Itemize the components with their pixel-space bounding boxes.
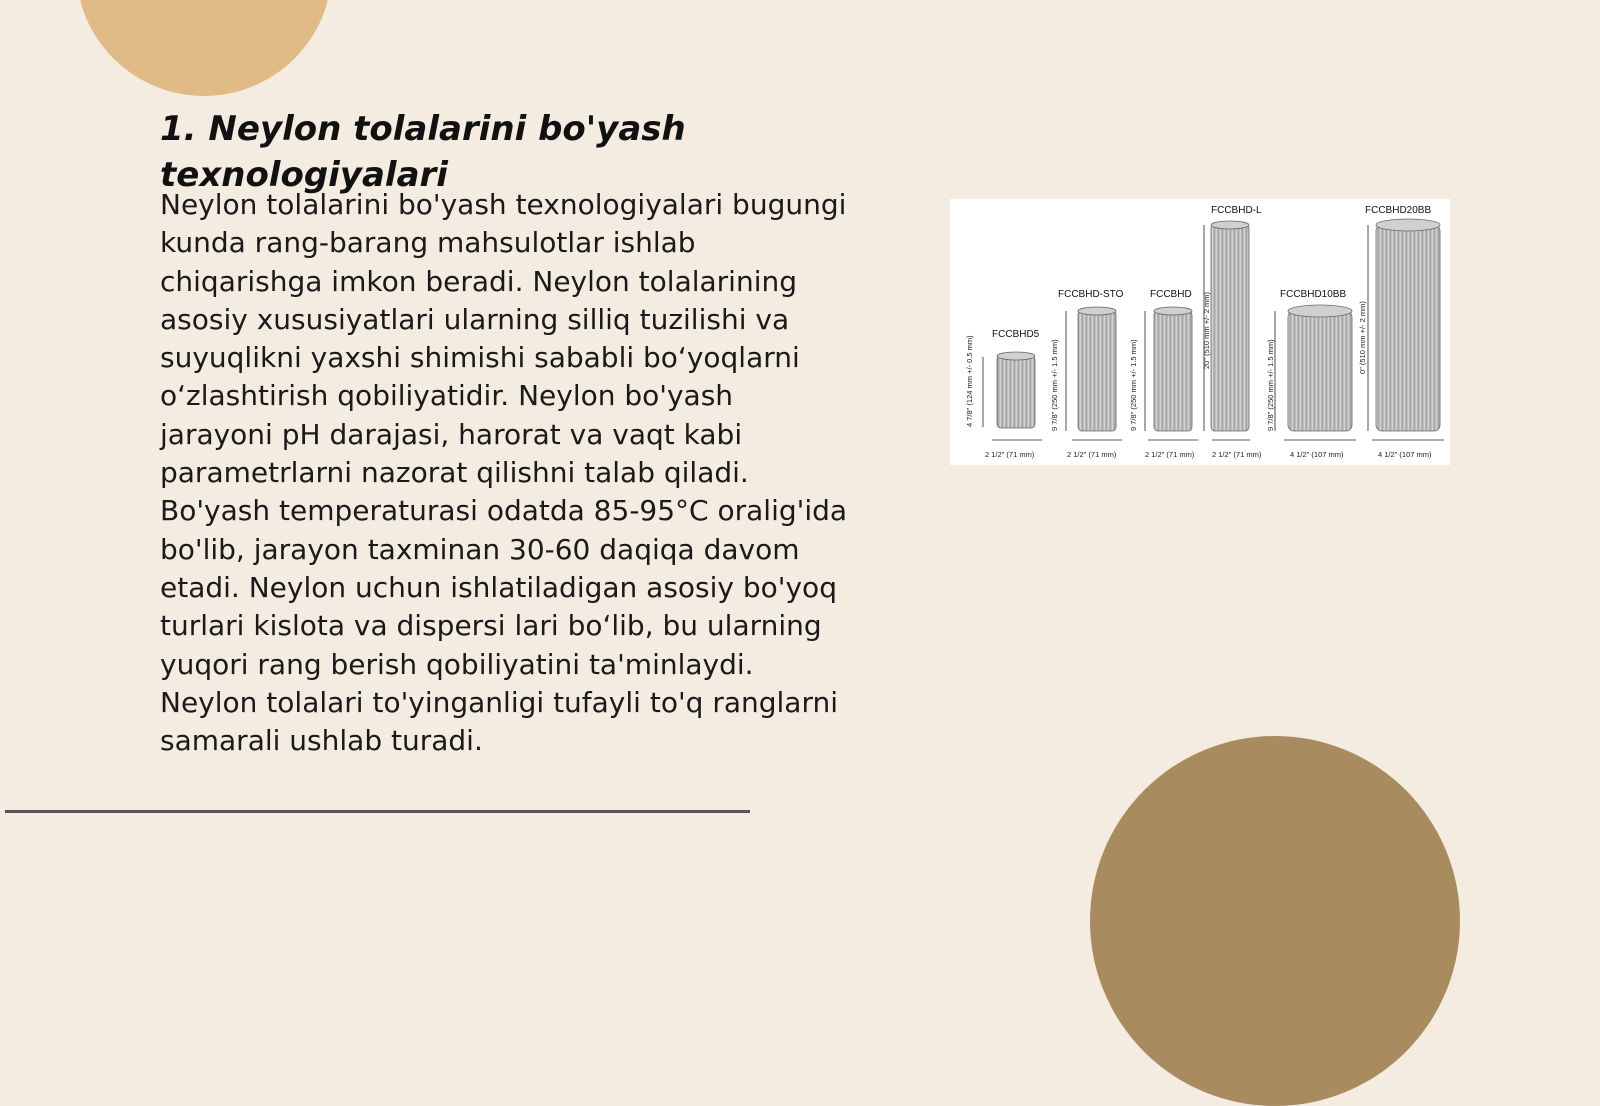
cartridge-fccbhd-l [1211, 225, 1249, 431]
cartridge-label-fccbhd5: FCCBHD5 [992, 329, 1040, 340]
height-dim-fccbhd10bb: 9 7/8" (250 mm +/- 1.5 mm) [1266, 339, 1275, 431]
height-dim-fccbhd: 9 7/8" (250 mm +/- 1.5 mm) [1129, 339, 1138, 431]
cartridge-label-fccbhd-sto: FCCBHD-STO [1058, 289, 1124, 300]
cartridge-fccbhd [1154, 311, 1192, 431]
height-dim-fccbhd5: 4 7/8" (124 mm +/- 0.5 mm) [965, 335, 974, 427]
decorative-circle-top [76, 0, 332, 96]
width-dim-fccbhd-l: 2 1/2" (71 mm) [1212, 450, 1262, 459]
cartridges-illustration [950, 199, 1450, 465]
width-dim-fccbhd5: 2 1/2" (71 mm) [985, 450, 1035, 459]
slide-title: 1. Neylon tolalarini bo'yash texnologiyalari [160, 109, 686, 195]
height-dim-fccbhd-sto: 9 7/8" (250 mm +/- 1.5 mm) [1050, 339, 1059, 431]
divider-line [5, 810, 750, 813]
filter-cartridges-figure [950, 199, 1450, 465]
cartridge-label-fccbhd10bb: FCCBHD10BB [1280, 289, 1347, 300]
width-dim-fccbhd-sto: 2 1/2" (71 mm) [1067, 450, 1117, 459]
cartridge-label-fccbhd-l: FCCBHD-L [1211, 205, 1262, 216]
width-dim-fccbhd: 2 1/2" (71 mm) [1145, 450, 1195, 459]
height-dim-fccbhd20bb: 0" (510 mm +/- 2 mm) [1358, 301, 1367, 374]
cartridge-fccbhd5 [997, 356, 1035, 428]
cartridge-label-fccbhd: FCCBHD [1150, 289, 1192, 300]
width-dim-fccbhd20bb: 4 1/2" (107 mm) [1378, 450, 1432, 459]
width-dim-fccbhd10bb: 4 1/2" (107 mm) [1290, 450, 1344, 459]
height-dim-fccbhd-l: 20" (510 mm +/- 2 mm) [1202, 291, 1211, 369]
cartridge-fccbhd20bb [1376, 225, 1440, 431]
cartridge-label-fccbhd20bb: FCCBHD20BB [1365, 205, 1432, 216]
slide-body-text: Neylon tolalarini bo'yash texnologiyalari bugungi kunda rang-barang mahsulotlar ishlab chiqarishga imkon beradi. Neylon tolalarining asosiy xususiyatlari ularning silliq tuzilishi va suyuqlikni yaxshi shimishi sababli bo‘yoqlarni o‘zlashtirish qobiliyatidir. Neylon bo'yash jarayoni pH darajasi, harorat va vaqt kabi parametrlarni nazorat qilishni talab qiladi. Bo'yash temperaturasi odatda 85-95°C oralig'ida bo'lib, jarayon taxminan 30-60 daqiqa davom etadi. Neylon uchun ishlatiladigan asosiy bo'yoq turlari kislota va dispersi lari bo‘lib, bu ularning yuqori rang berish qobiliyatini ta'minlaydi. Neylon tolalari to'yinganligi tufayli to'q ranglarni samarali ushlab turadi. [160, 188, 848, 758]
decorative-circle-bottom [1090, 736, 1460, 1106]
cartridge-fccbhd10bb [1288, 311, 1352, 431]
cartridge-fccbhd-sto [1078, 311, 1116, 431]
